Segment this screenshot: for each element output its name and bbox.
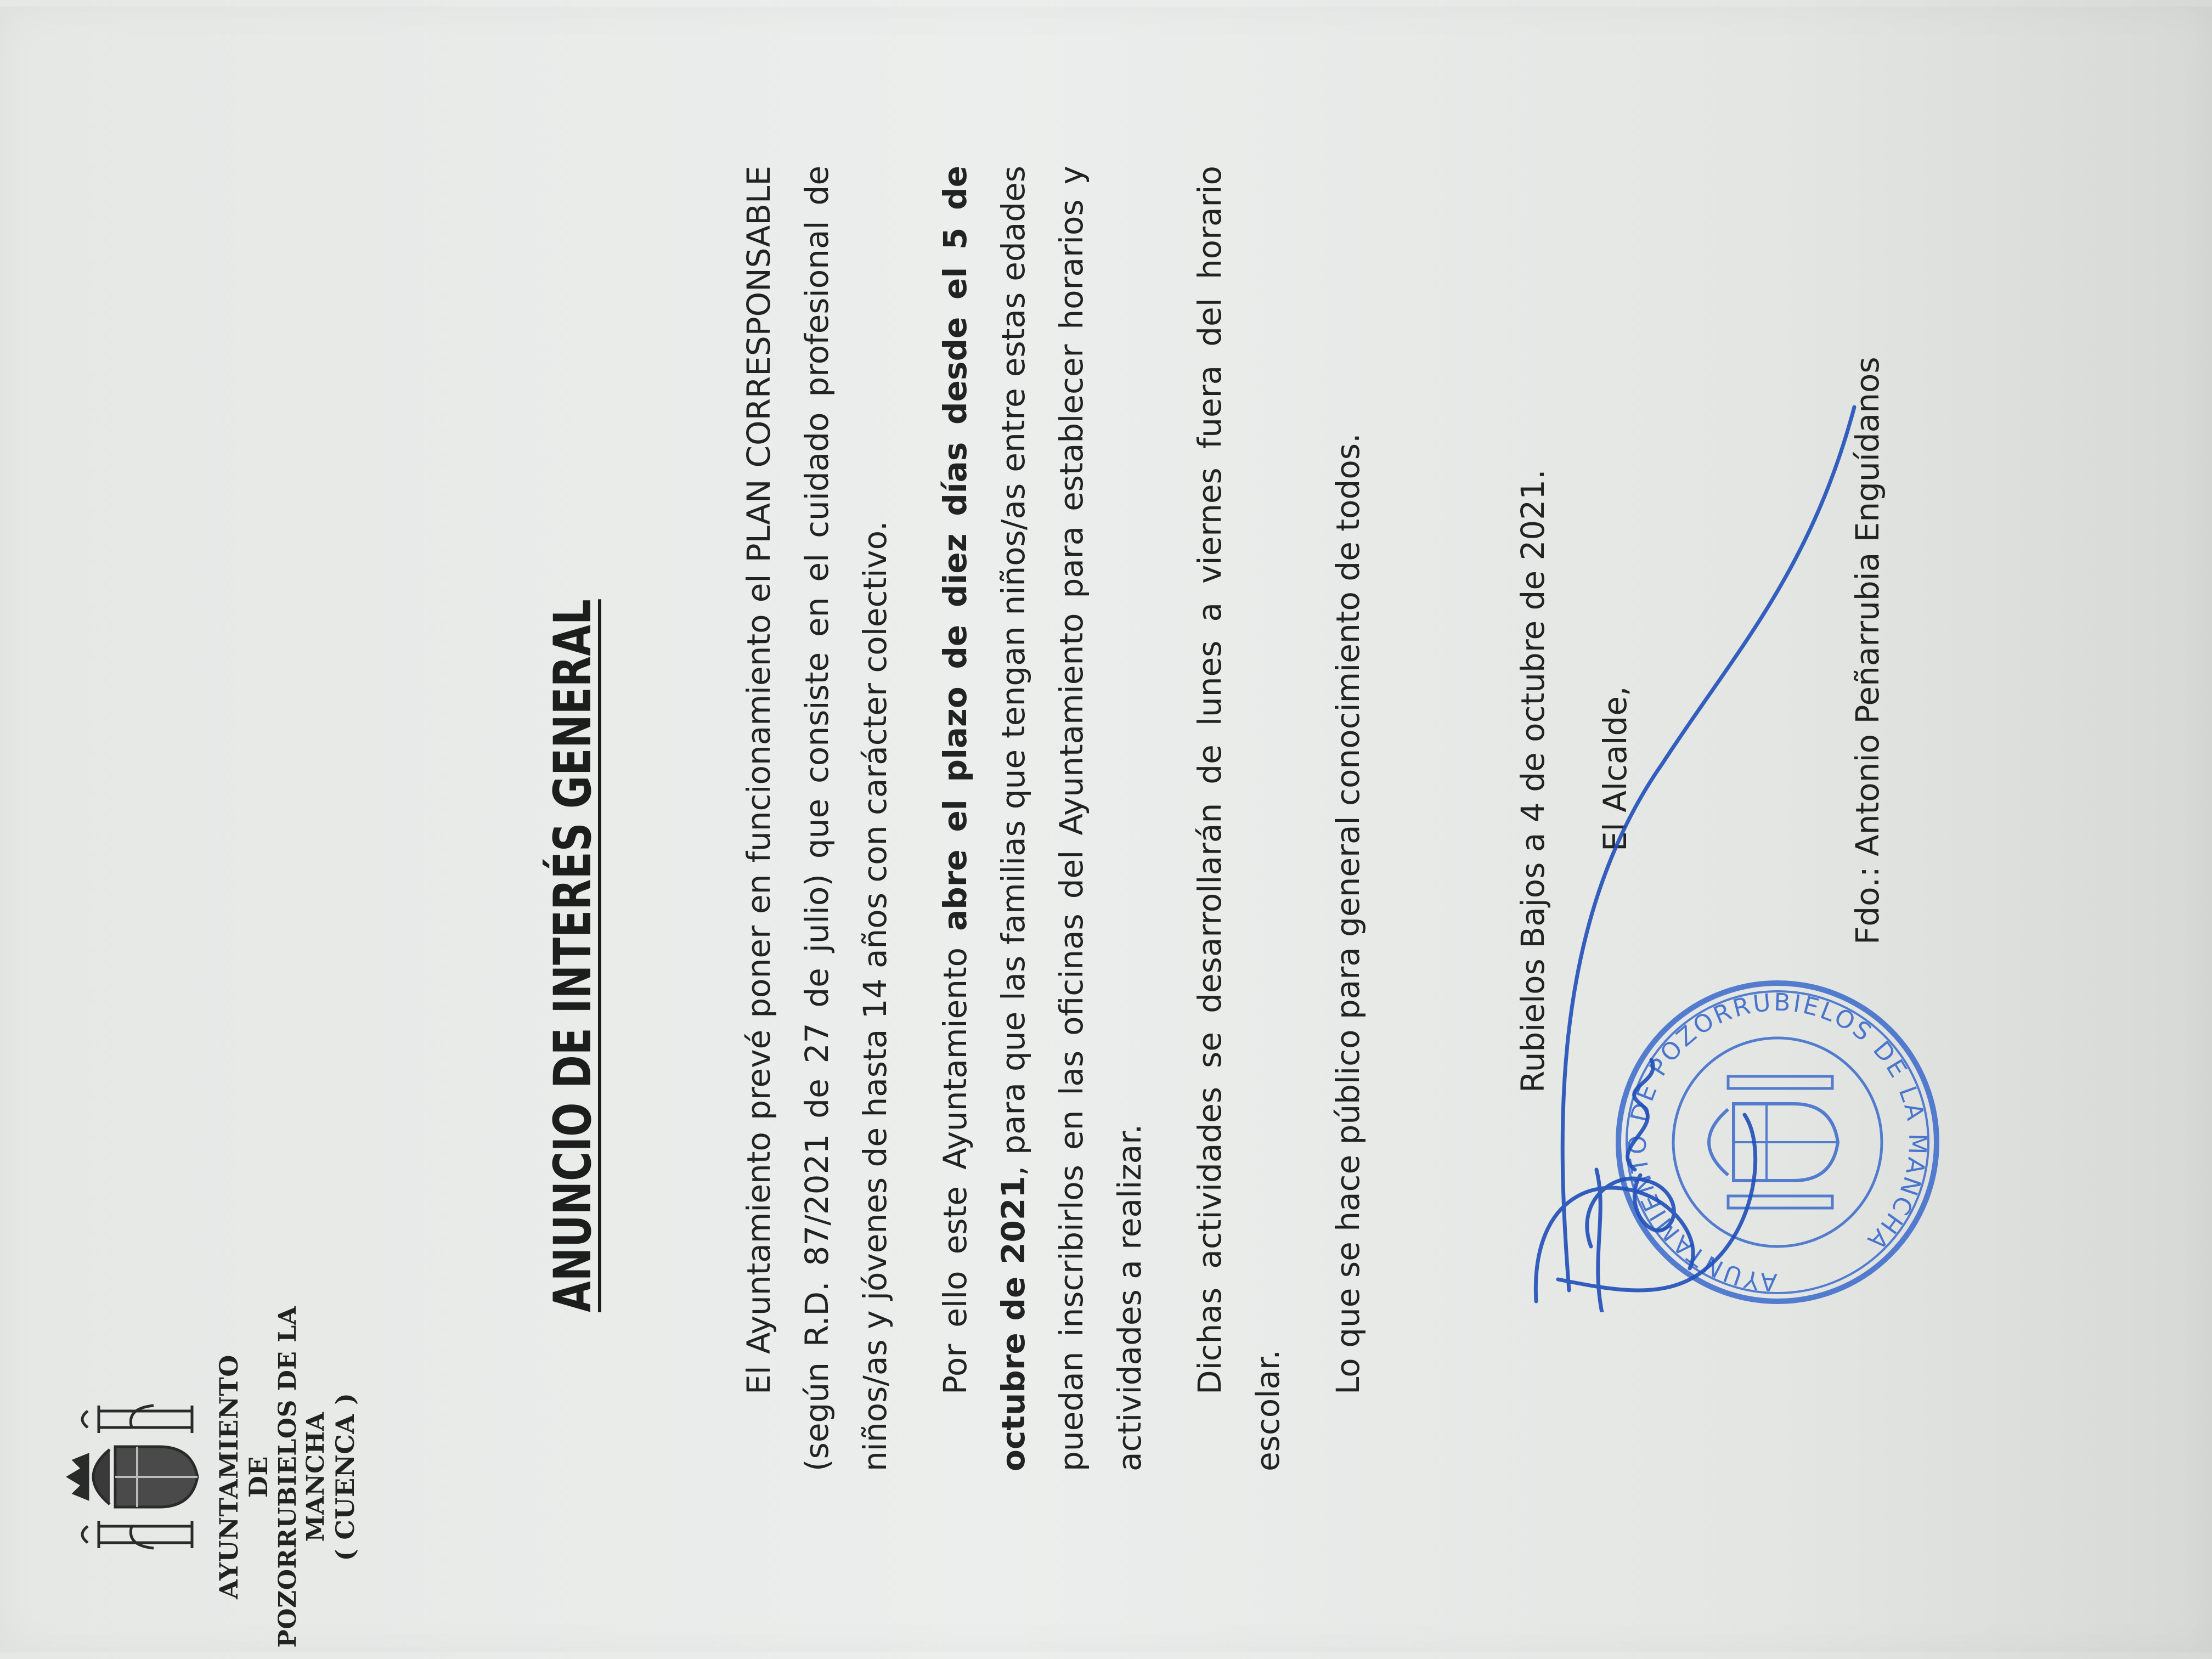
letterhead-ayuntamiento: AYUNTAMIENTO: [214, 1355, 244, 1599]
letterhead-de: DE: [244, 1456, 274, 1498]
place-date: Rubielos Bajos a 4 de octubre de 2021.: [1514, 469, 1551, 1093]
seal-text: AYUNTAMIENTO DE POZORRUBIELOS DE LA MANCHA: [1623, 988, 1932, 1296]
letterhead-town: POZORRUBIELOS DE LA MANCHA: [273, 1306, 330, 1648]
paragraph-plazo-rest: , para que las familias que tengan niños/as entre estas edades puedan inscribirlos en las oficinas del Ayuntamiento para establecer horarios y actividades a realizar.: [995, 165, 1148, 1471]
paragraph-publico: Lo que se hace público para general conocimiento de todos.: [1329, 433, 1367, 1395]
signatory-role: El Alcalde,: [1596, 686, 1634, 851]
paragraph-plazo-intro: Por ello este Ayuntamiento: [936, 930, 974, 1395]
notice-body: [730, 166, 1399, 1471]
letterhead-province: ( CUENCA ): [330, 1392, 360, 1561]
notice-title: ANUNCIO DE INTERÉS GENERAL: [543, 599, 603, 1312]
document-sheet: [0, 7, 2212, 1652]
paragraph-horario: Dichas actividades se desarrollarán de lunes a viernes fuera del horario escolar.: [1191, 166, 1286, 1471]
coat-of-arms-icon: [66, 1395, 208, 1559]
paragraph-plazo: [926, 166, 1159, 1471]
letterhead: [66, 1301, 360, 1652]
paragraph-plazo-deadline: abre el plazo de diez días desde el 5 de octubre de 2021: [936, 165, 1032, 1471]
paragraph-plan: El Ayuntamiento prevé poner en funcionamiento el PLAN CORRESPONSABLE (según R.D. 87/2021 de 27 de julio) que consiste en el cuidado profesional de niños/as y jóvenes de hasta 14 años con carácter colectivo.: [740, 166, 894, 1471]
signatory-name: Fdo.: Antonio Peñarrubia Enguídanos: [1849, 357, 1886, 945]
